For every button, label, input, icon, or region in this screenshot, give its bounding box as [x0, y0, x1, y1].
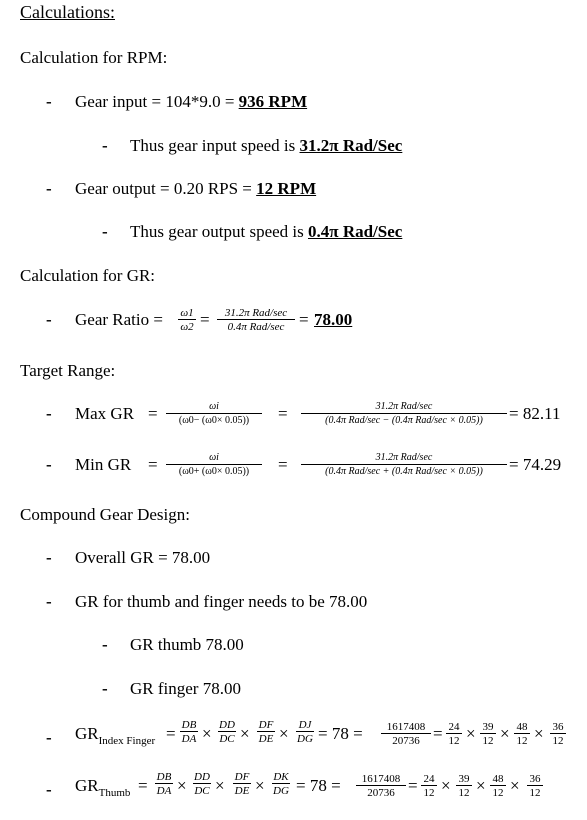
min-gr-eq2: = [278, 455, 288, 474]
max-gr-label: Max GR [75, 404, 135, 423]
times: × [500, 724, 510, 743]
index-ratio-1-num: 24 [448, 721, 460, 733]
thumb-big-den: 20736 [356, 785, 406, 799]
times: × [441, 776, 451, 795]
index-ratio-4 [550, 721, 566, 747]
bullet: - [46, 592, 52, 611]
thumb-ratio-1-den: 12 [421, 785, 437, 799]
thumb-ratio-1-num: 24 [423, 773, 435, 785]
times: × [215, 776, 225, 795]
min-sym-num: ωi [209, 452, 219, 463]
index-eq: = [166, 724, 176, 743]
max-num: 31.2π Rad/sec [375, 401, 433, 412]
index-frac-1-den: DA [181, 733, 197, 745]
times: × [177, 776, 187, 795]
thumb-finger-gr: GR for thumb and finger needs to be 78.00 [75, 592, 368, 611]
thumb-ratio-2-den: 12 [456, 785, 472, 799]
bullet: - [46, 548, 52, 567]
min-gr-result: = 74.29 [509, 455, 562, 474]
bullet: - [102, 635, 108, 654]
gear-ratio-label: Gear Ratio = [75, 310, 163, 329]
gear-input-value: 936 RPM [238, 92, 308, 111]
index-frac-4-num: DJ [298, 719, 312, 731]
index-gr-label [75, 724, 155, 747]
bullet: - [46, 179, 52, 198]
gear-ratio-eq: = [200, 310, 210, 329]
bullet: - [46, 310, 52, 329]
gear-output-text: Gear output = 0.20 RPS = [75, 179, 257, 198]
index-ratio-4-num: 36 [552, 721, 564, 733]
gear-output-line [75, 179, 316, 199]
times: × [510, 776, 520, 795]
times: × [240, 724, 250, 743]
max-gr-numeric [301, 401, 507, 427]
min-num: 31.2π Rad/sec [375, 452, 433, 463]
thumb-eq2: = [408, 776, 418, 795]
gr-finger: GR finger 78.00 [130, 679, 241, 698]
thumb-eq: = [138, 776, 148, 795]
bullet: - [46, 92, 52, 111]
index-ratio-3-num: 48 [516, 721, 528, 733]
index-ratio-2-num: 39 [482, 721, 494, 733]
gear-output-value: 12 RPM [256, 179, 317, 198]
thumb-frac-2-den: DC [194, 785, 210, 797]
index-frac-2-den: DC [219, 733, 235, 745]
index-frac-1 [180, 719, 198, 745]
max-gr-symbolic [166, 401, 262, 427]
bullet: - [46, 728, 52, 747]
bullet: - [46, 455, 52, 474]
thumb-frac-4 [272, 771, 290, 797]
compound-title: Compound Gear Design: [20, 505, 190, 524]
min-gr-numeric [301, 452, 507, 478]
gr-section-title: Calculation for GR: [20, 266, 156, 285]
index-ratio-2 [480, 721, 496, 747]
thumb-gr-sub: Thumb [98, 787, 131, 799]
index-eq2: = [433, 724, 443, 743]
max-gr-eq: = [148, 404, 158, 423]
index-big-den: 20736 [381, 733, 431, 747]
thumb-frac-3 [233, 771, 251, 797]
index-frac-4 [296, 719, 314, 745]
gear-ratio-num: 31.2π Rad/sec [224, 307, 288, 319]
gear-input-text: Gear input = 104*9.0 = [75, 92, 239, 111]
overall-gr: Overall GR = 78.00 [75, 548, 211, 567]
max-den: (0.4π Rad/sec − (0.4π Rad/sec × 0.05)) [301, 413, 507, 427]
index-big-frac [381, 721, 431, 747]
thumb-big-num: 1617408 [361, 773, 401, 785]
index-frac-3-den: DE [258, 733, 274, 745]
thumb-frac-2 [193, 771, 211, 797]
output-speed-line [130, 222, 402, 242]
times: × [534, 724, 544, 743]
max-sym-den: (ω0− (ω0× 0.05)) [166, 413, 262, 427]
index-gr-sub: Index Finger [98, 735, 156, 747]
thumb-frac-4-num: DK [273, 771, 289, 783]
rpm-section-title: Calculation for RPM: [20, 48, 168, 67]
min-sym-den: (ω0+ (ω0× 0.05)) [166, 464, 262, 478]
min-gr-label: Min GR [75, 455, 132, 474]
index-gr-text: GR [75, 724, 99, 743]
index-frac-3-num: DF [258, 719, 274, 731]
index-big-num: 1617408 [386, 721, 426, 733]
times: × [466, 724, 476, 743]
thumb-frac-3-den: DE [234, 785, 250, 797]
bullet: - [102, 222, 108, 241]
min-den: (0.4π Rad/sec + (0.4π Rad/sec × 0.05)) [301, 464, 507, 478]
index-ratio-2-den: 12 [480, 733, 496, 747]
omega1: ω1 [180, 307, 194, 319]
bullet: - [102, 136, 108, 155]
times: × [255, 776, 265, 795]
thumb-ratio-4-num: 36 [529, 773, 541, 785]
min-gr-symbolic [166, 452, 262, 478]
thumb-gr-text: GR [75, 776, 99, 795]
thumb-ratio-1 [421, 773, 437, 799]
index-frac-3 [257, 719, 275, 745]
bullet: - [46, 404, 52, 423]
index-frac-1-num: DB [181, 719, 197, 731]
thumb-ratio-2-num: 39 [458, 773, 470, 785]
thumb-big-frac [356, 773, 406, 799]
index-ratio-1 [446, 721, 462, 747]
output-speed-text: Thus gear output speed is [130, 222, 308, 241]
thumb-ratio-4-den: 12 [527, 785, 543, 799]
index-ratio-3-den: 12 [514, 733, 530, 747]
index-frac-4-den: DG [297, 733, 313, 745]
gear-ratio-result: 78.00 [314, 310, 353, 329]
thumb-ratio-3-den: 12 [490, 785, 506, 799]
input-speed-value: 31.2π Rad/Sec [299, 136, 403, 155]
thumb-eq78: = 78 = [296, 776, 341, 795]
thumb-gr-label [75, 776, 130, 799]
target-range-title: Target Range: [20, 361, 116, 380]
thumb-ratio-3-num: 48 [492, 773, 504, 785]
thumb-frac-1-den: DA [156, 785, 172, 797]
times: × [202, 724, 212, 743]
omega-fraction [178, 307, 196, 333]
omega2: ω2 [178, 319, 196, 333]
index-frac-2-num: DD [219, 719, 235, 731]
thumb-frac-1 [155, 771, 173, 797]
index-eq78: = 78 = [318, 724, 363, 743]
thumb-frac-3-num: DF [234, 771, 250, 783]
page-heading: Calculations: [20, 2, 115, 22]
index-ratio-1-den: 12 [446, 733, 462, 747]
gr-thumb: GR thumb 78.00 [130, 635, 244, 654]
gear-ratio-fraction [217, 307, 295, 333]
thumb-frac-2-num: DD [194, 771, 210, 783]
output-speed-value: 0.4π Rad/Sec [308, 222, 403, 241]
bullet: - [102, 679, 108, 698]
thumb-frac-1-num: DB [156, 771, 172, 783]
index-frac-2 [218, 719, 236, 745]
gear-ratio-eq2: = [299, 310, 309, 329]
max-sym-num: ωi [209, 401, 219, 412]
gear-input-line [75, 92, 307, 112]
max-gr-eq2: = [278, 404, 288, 423]
times: × [476, 776, 486, 795]
thumb-frac-4-den: DG [273, 785, 289, 797]
times: × [279, 724, 289, 743]
max-gr-result: = 82.11 [509, 404, 561, 423]
input-speed-line [130, 136, 402, 156]
bullet: - [46, 780, 52, 799]
thumb-ratio-2 [456, 773, 472, 799]
thumb-ratio-4 [527, 773, 543, 799]
min-gr-eq: = [148, 455, 158, 474]
index-ratio-4-den: 12 [550, 733, 566, 747]
gear-ratio-den: 0.4π Rad/sec [217, 319, 295, 333]
index-ratio-3 [514, 721, 530, 747]
input-speed-text: Thus gear input speed is [130, 136, 300, 155]
thumb-ratio-3 [490, 773, 506, 799]
